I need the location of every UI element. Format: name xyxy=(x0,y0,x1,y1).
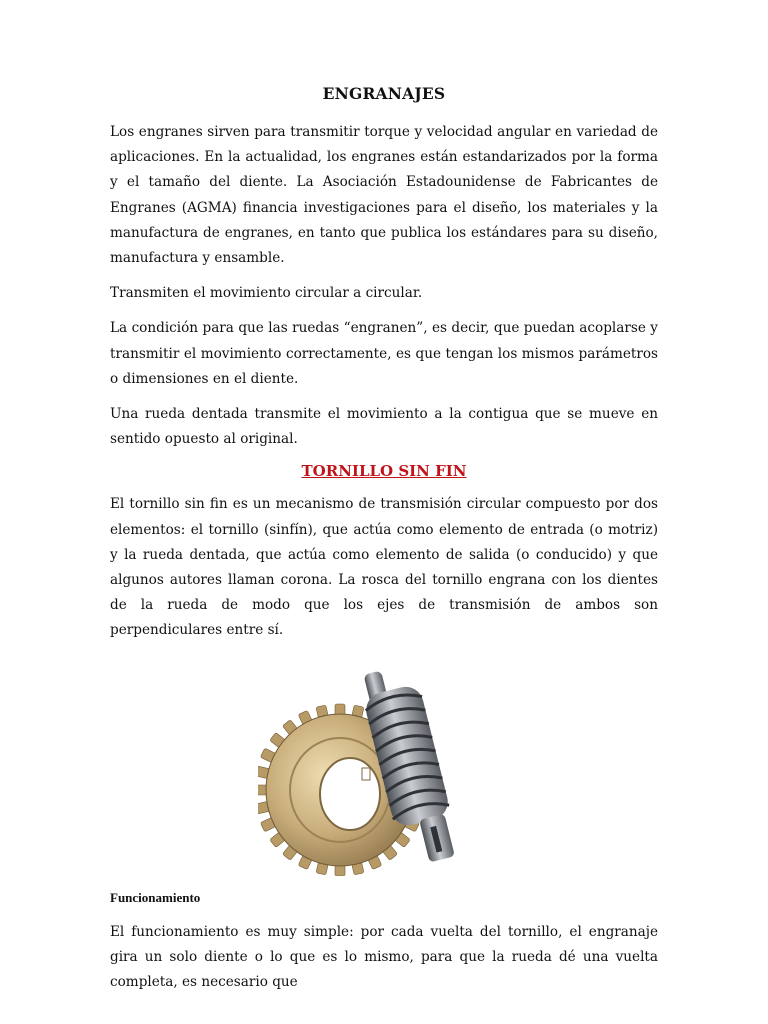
section-title: TORNILLO SIN FIN xyxy=(301,462,467,481)
paragraph-intro: Los engranes sirven para transmitir torque y velocidad angular en variedad de aplicaciones. En la actualidad, los engranes están estandarizados por la forma y el tamaño del diente. La Asociación Estadounidense de Fabricantes de Engranes (AGMA) financia investigaciones para el diseño, los materiales y la manufactura de engranes, en tanto que publica los estándares para su diseño, manufactura y ensamble. xyxy=(110,124,658,267)
paragraph-direction: Una rueda dentada transmite el movimiento a la contigua que se mueve en sentido opuesto al original. xyxy=(110,406,658,448)
paragraph-function: El funcionamiento es muy simple: por cada vuelta del tornillo, el engranaje gira un solo diente o lo que es lo mismo, para que la rueda dé una vuelta completa, es necesario que xyxy=(110,923,658,991)
worm-gear-illustration-icon xyxy=(258,658,518,876)
worm-gear-figure xyxy=(110,658,658,876)
document-body xyxy=(110,84,658,1005)
paragraph-condition: La condición para que las ruedas “engranen”, es decir, que puedan acoplarse y transmitir el movimiento correctamente, es que tengan los mismos parámetros o dimensiones en el diente. xyxy=(110,320,658,387)
subheading-funcionamiento: Funcionamiento xyxy=(110,889,201,905)
paragraph-motion: Transmiten el movimiento circular a circular. xyxy=(110,285,423,302)
paragraph-worm-gear: El tornillo sin fin es un mecanismo de transmisión circular compuesto por dos elementos: el tornillo (sinfín), que actúa como elemento de entrada (o motriz) y la rueda dentada, que actúa como elemento de salida (o conducido) y que algunos autores llaman corona. La rosca del tornillo engrana con los dientes de la rueda de modo que los ejes de transmisión de ambos son perpendiculares entre sí. xyxy=(110,496,658,639)
document-title: ENGRANAJES xyxy=(322,84,446,103)
